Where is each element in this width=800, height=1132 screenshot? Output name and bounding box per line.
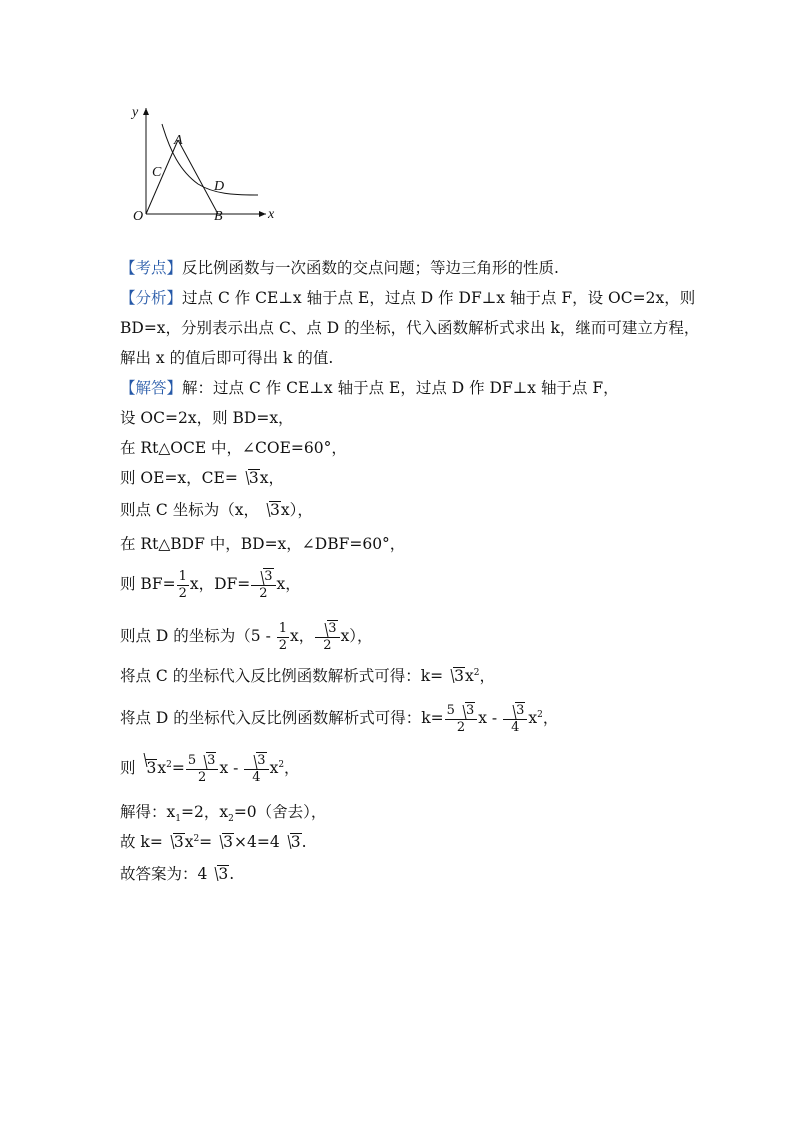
text: x bbox=[528, 709, 538, 727]
radicand: 3 bbox=[454, 667, 464, 685]
text: x，DF= bbox=[189, 575, 251, 593]
denominator: 2 bbox=[178, 585, 187, 601]
text: x）， bbox=[280, 501, 313, 519]
fraction bbox=[277, 621, 289, 654]
coefficient: 5 bbox=[446, 703, 455, 718]
radicand: 3 bbox=[465, 703, 475, 718]
radicand: 3 bbox=[264, 569, 273, 584]
label-x: x bbox=[268, 207, 275, 222]
fraction bbox=[177, 569, 189, 602]
fraction bbox=[251, 568, 275, 602]
sqrt bbox=[444, 666, 465, 686]
sqrt bbox=[239, 468, 260, 488]
label-d: D bbox=[214, 179, 225, 194]
fraction bbox=[503, 702, 527, 736]
jieda-line-4 bbox=[120, 468, 284, 488]
numerator bbox=[244, 752, 268, 770]
label-b: B bbox=[214, 209, 223, 224]
sqrt bbox=[506, 702, 525, 719]
text: = bbox=[199, 833, 213, 851]
fenxi-tag: 【分析】 bbox=[120, 289, 183, 307]
text: =2，x bbox=[180, 803, 229, 821]
sqrt bbox=[213, 832, 234, 852]
jieda-line-11 bbox=[120, 750, 300, 786]
denominator: 4 bbox=[511, 720, 520, 735]
coefficient: 5 bbox=[187, 753, 197, 768]
text: ， bbox=[542, 709, 559, 727]
jieda-line-7 bbox=[120, 566, 301, 602]
sqrt bbox=[164, 832, 185, 852]
jieda-line-13 bbox=[120, 832, 307, 852]
text: 则 OE=x，CE= bbox=[120, 469, 238, 487]
jieda-line-14 bbox=[120, 864, 234, 884]
subscript: 2 bbox=[228, 814, 234, 825]
denominator: 2 bbox=[198, 770, 207, 785]
denominator: 2 bbox=[259, 586, 268, 601]
fenxi-line-2: BD=x，分别表示出点 C、点 D 的坐标，代入函数解析式求出 k，继而可建立方程， bbox=[120, 319, 700, 337]
denominator: 4 bbox=[252, 770, 261, 785]
jieda-text-1: 解：过点 C 作 CE⊥x 轴于点 E，过点 D 作 DF⊥x 轴于点 F， bbox=[182, 379, 619, 397]
text: 将点 C 的坐标代入反比例函数解析式可得：k= bbox=[120, 667, 444, 685]
segment-ab bbox=[178, 140, 218, 214]
radicand: 3 bbox=[257, 753, 266, 768]
sqrt bbox=[260, 500, 281, 520]
text: x， bbox=[276, 575, 301, 593]
sqrt bbox=[137, 750, 158, 786]
numerator bbox=[186, 752, 219, 770]
text: x， bbox=[259, 469, 284, 487]
radicand: 3 bbox=[218, 865, 229, 883]
denominator: 2 bbox=[323, 638, 332, 653]
text: x， bbox=[290, 627, 315, 645]
text: x bbox=[269, 759, 279, 777]
text: x bbox=[184, 833, 194, 851]
figure-svg bbox=[118, 96, 288, 236]
jieda-line-10 bbox=[120, 700, 558, 736]
text: ， bbox=[284, 759, 300, 777]
label-a: A bbox=[174, 133, 183, 148]
geometry-figure bbox=[118, 96, 288, 236]
denominator: 2 bbox=[278, 637, 288, 653]
radicand: 3 bbox=[290, 833, 301, 851]
radicand: 3 bbox=[146, 759, 157, 777]
text: = bbox=[171, 759, 185, 777]
jieda-line-9 bbox=[120, 666, 495, 686]
jieda-line-8 bbox=[120, 618, 373, 654]
label-y: y bbox=[132, 105, 139, 120]
y-axis-arrow bbox=[143, 108, 149, 115]
numerator bbox=[251, 568, 275, 586]
kaodian-text: 反比例函数与一次函数的交点问题；等边三角形的性质. bbox=[182, 259, 559, 277]
numerator bbox=[503, 702, 527, 720]
subscript: 1 bbox=[175, 814, 181, 825]
jieda-line-12 bbox=[120, 802, 327, 825]
fenxi-text-1: 过点 C 作 CE⊥x 轴于点 E，过点 D 作 DF⊥x 轴于点 F，设 OC=2x，则 bbox=[182, 289, 696, 307]
text: 故 k= bbox=[120, 833, 163, 851]
sqrt bbox=[247, 752, 266, 769]
segment-oa bbox=[146, 140, 178, 214]
jieda-line-3: 在 Rt△OCE 中，∠COE=60°， bbox=[120, 439, 347, 457]
label-o: O bbox=[133, 209, 144, 224]
label-c: C bbox=[152, 165, 162, 180]
text: ， bbox=[479, 667, 495, 685]
fenxi-line-1 bbox=[120, 288, 695, 308]
text: 则点 C 坐标为（x， bbox=[120, 501, 259, 519]
jieda-line-2: 设 OC=2x，则 BD=x， bbox=[120, 409, 294, 427]
sqrt bbox=[456, 702, 475, 719]
sqrt bbox=[318, 620, 337, 637]
jieda-tag: 【解答】 bbox=[120, 379, 183, 397]
kaodian-line bbox=[120, 258, 559, 278]
fraction bbox=[244, 752, 268, 786]
sqrt bbox=[197, 752, 216, 769]
text: x - bbox=[219, 759, 244, 777]
sqrt bbox=[281, 832, 302, 852]
superscript: 2 bbox=[278, 759, 285, 770]
text: x）， bbox=[340, 627, 373, 645]
radicand: 3 bbox=[207, 753, 216, 768]
text: . bbox=[301, 833, 307, 851]
numerator bbox=[445, 702, 478, 720]
jieda-line-5 bbox=[120, 500, 313, 520]
text: =0（舍去）， bbox=[233, 803, 327, 821]
radicand: 3 bbox=[516, 703, 525, 718]
text: x bbox=[157, 759, 167, 777]
fenxi-line-3: 解出 x 的值后即可得出 k 的值. bbox=[120, 349, 334, 367]
x-axis-arrow bbox=[259, 211, 266, 217]
text: x - bbox=[478, 709, 503, 727]
text: x bbox=[464, 667, 474, 685]
text: 则 BF= bbox=[120, 575, 176, 593]
superscript: 2 bbox=[166, 759, 172, 770]
text: 则点 D 的坐标为（5 - bbox=[120, 627, 276, 645]
fraction bbox=[315, 620, 339, 654]
text: 将点 D 的坐标代入反比例函数解析式可得：k= bbox=[120, 709, 444, 727]
sqrt bbox=[208, 864, 229, 884]
radicand: 3 bbox=[269, 501, 280, 519]
text: . bbox=[229, 865, 235, 883]
radicand: 3 bbox=[248, 469, 259, 487]
numerator bbox=[315, 620, 339, 638]
radicand: 3 bbox=[223, 833, 234, 851]
radicand: 3 bbox=[328, 621, 337, 636]
numerator: 1 bbox=[178, 568, 187, 584]
jieda-line-1 bbox=[120, 378, 619, 398]
superscript: 2 bbox=[193, 833, 200, 844]
text: 故答案为：4 bbox=[120, 865, 208, 883]
fraction bbox=[445, 702, 478, 736]
fraction bbox=[186, 752, 219, 786]
superscript: 2 bbox=[473, 667, 480, 678]
superscript: 2 bbox=[537, 709, 543, 720]
numerator: 1 bbox=[278, 620, 288, 636]
kaodian-tag: 【考点】 bbox=[120, 259, 183, 277]
denominator: 2 bbox=[456, 720, 466, 735]
text: 解得：x bbox=[120, 803, 176, 821]
radicand: 3 bbox=[173, 833, 184, 851]
text: ×4=4 bbox=[234, 833, 280, 851]
text: 则 bbox=[120, 759, 136, 777]
jieda-line-6: 在 Rt△BDF 中，BD=x，∠DBF=60°， bbox=[120, 535, 406, 553]
sqrt bbox=[254, 568, 273, 585]
